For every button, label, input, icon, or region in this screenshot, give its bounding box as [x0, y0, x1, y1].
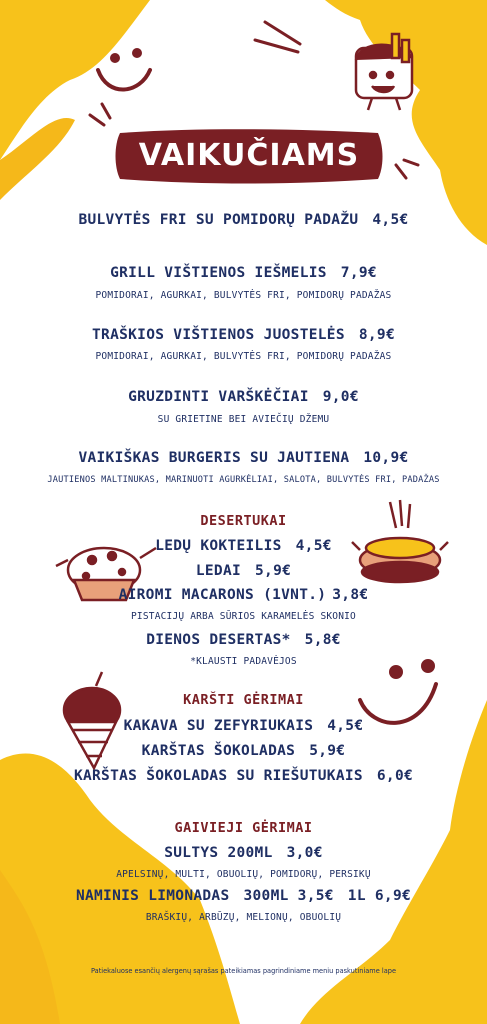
item-price: 6,0€	[376, 768, 414, 784]
item-price: 4,5€	[372, 212, 409, 228]
allergen-note: Patiekaluose esančių alergenų sąrašas pateikiamas pagrindiniame meniu paskutiniame lape	[90, 967, 396, 975]
item-price: 7,9€	[340, 265, 377, 281]
item-price: 4,5€	[327, 718, 364, 734]
item-description: SU GRIETINE BEI AVIEČIŲ DŽEMU	[157, 414, 330, 425]
item-price: 1L 6,9€	[347, 888, 412, 904]
item-name: KAKAVA SU ZEFYRIUKAIS	[123, 718, 314, 734]
item-name: NAMINIS LIMONADAS	[75, 888, 230, 904]
item-name: VAIKIŠKAS BURGERIS SU JAUTIENA	[78, 450, 350, 466]
item-description: *KLAUSTI PADAVĖJOS	[190, 656, 297, 667]
menu-item	[0, 632, 487, 648]
item-description: APELSINŲ, MULTI, OBUOLIŲ, POMIDORŲ, PERSIKŲ	[116, 869, 371, 880]
menu-item	[0, 718, 487, 734]
section-title-soft-drinks: GAIVIEJI GĖRIMAI	[174, 820, 313, 836]
menu-item	[0, 389, 487, 405]
menu-item	[0, 212, 487, 228]
menu-item	[0, 845, 487, 861]
menu-item	[0, 538, 487, 554]
item-name: TRAŠKIOS VIŠTIENOS JUOSTELĖS	[92, 327, 345, 343]
menu-item	[0, 327, 487, 343]
item-description: PISTACIJŲ ARBA SŪRIOS KARAMELĖS SKONIO	[131, 611, 356, 622]
item-name: KARŠTAS ŠOKOLADAS	[141, 743, 296, 759]
menu-item	[0, 265, 487, 281]
item-price: 8,9€	[358, 327, 395, 343]
item-name: GRUZDINTI VARŠKĖČIAI	[128, 389, 309, 405]
item-description: POMIDORAI, AGURKAI, BULVYTĖS FRI, POMIDORŲ PADAŽAS	[95, 351, 392, 362]
menu-item	[0, 888, 487, 904]
menu-item	[0, 563, 487, 579]
item-name: GRILL VIŠTIENOS IEŠMELIS	[110, 265, 327, 281]
menu-item	[0, 587, 487, 603]
item-name: LEDAI	[195, 563, 242, 579]
item-price: 300ML 3,5€	[243, 888, 334, 904]
item-name: LEDŲ KOKTEILIS	[155, 538, 282, 554]
item-name: AIROMI MACARONS (1VNT.)	[118, 587, 327, 603]
item-price: 5,8€	[304, 632, 341, 648]
menu-item	[0, 768, 487, 784]
menu-item	[0, 450, 487, 466]
item-description: BRAŠKIŲ, ARBŪZŲ, MELIONŲ, OBUOLIŲ	[145, 912, 342, 923]
title-banner	[112, 127, 386, 185]
item-price: 5,9€	[309, 743, 346, 759]
item-name: DIENOS DESERTAS*	[146, 632, 291, 648]
item-name: KARŠTAS ŠOKOLADAS SU RIEŠUTUKAIS	[73, 768, 363, 784]
item-price: 3,0€	[286, 845, 323, 861]
page-title: VAIKUČIAMS	[138, 138, 360, 173]
menu-item	[0, 743, 487, 759]
item-price: 3,8€	[332, 587, 369, 603]
item-price: 5,9€	[255, 563, 292, 579]
section-title-hot-drinks: KARŠTI GĖRIMAI	[183, 692, 304, 708]
item-price: 4,5€	[295, 538, 332, 554]
section-title-desserts: DESERTUKAI	[200, 513, 287, 529]
item-description: POMIDORAI, AGURKAI, BULVYTĖS FRI, POMIDORŲ PADAŽAS	[95, 290, 392, 301]
item-description: JAUTIENOS MALTINUKAS, MARINUOTI AGURKĖLIAI, SALOTA, BULVYTĖS FRI, PADAŽAS	[47, 475, 440, 485]
item-price: 9,0€	[322, 389, 359, 405]
item-name: BULVYTĖS FRI SU POMIDORŲ PADAŽU	[78, 212, 359, 228]
item-name: SULTYS 200ML	[164, 845, 273, 861]
item-price: 10,9€	[363, 450, 409, 466]
